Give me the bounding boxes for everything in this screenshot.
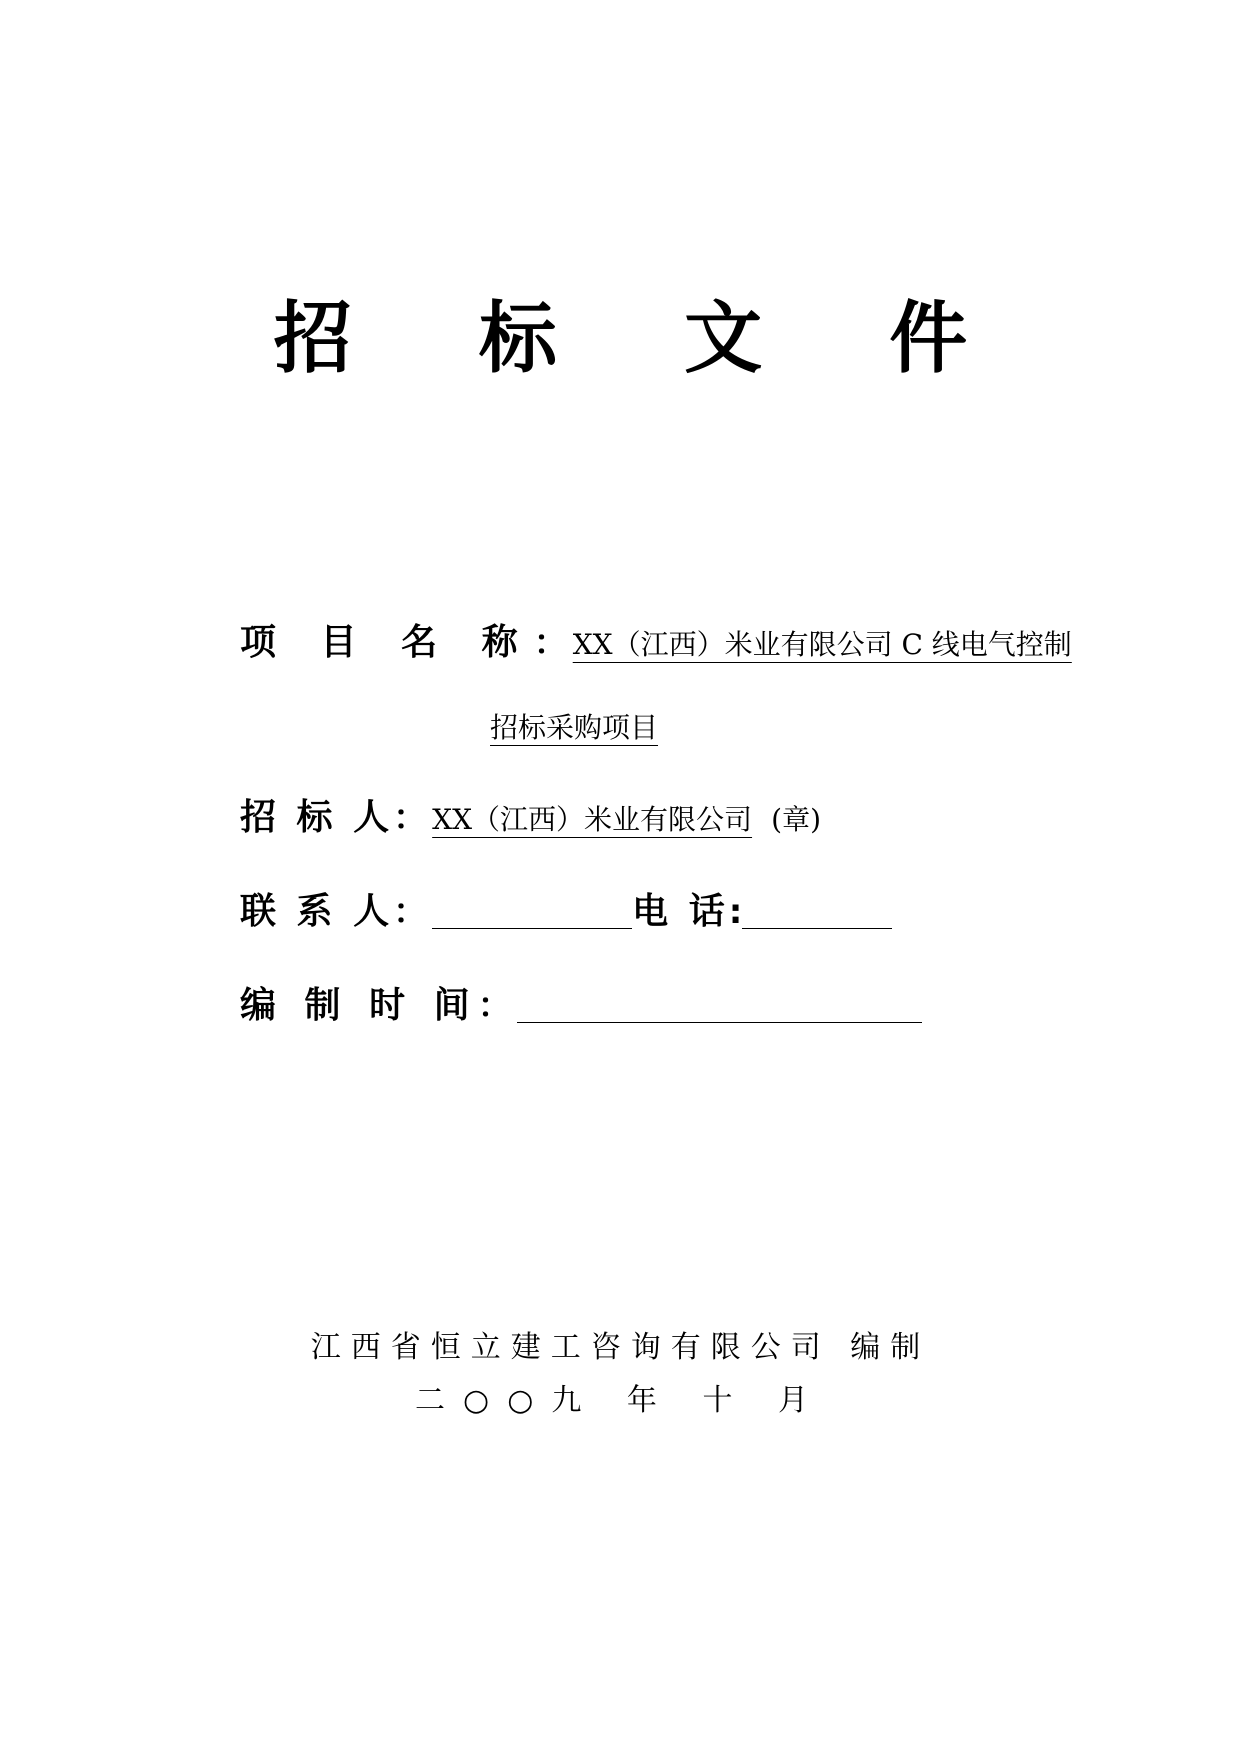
contact-label: 联 系 人 — [240, 891, 394, 932]
project-name-label: 项 目 名 称 — [240, 622, 534, 663]
tenderer-value: XX（江西）米业有限公司 — [432, 803, 753, 836]
contact-blank-line — [432, 898, 632, 929]
tenderer-stamp: (章) — [771, 803, 821, 836]
project-name-row-continued — [490, 711, 659, 744]
document-title: 招 标 文 件 — [273, 294, 1018, 384]
phone-colon: : — [728, 892, 743, 932]
compile-time-colon: ： — [477, 986, 512, 1026]
compile-time-row — [240, 985, 922, 1026]
tenderer-row — [240, 797, 821, 838]
contact-row — [240, 891, 892, 932]
compiler-line: 江西省恒立建工咨询有限公司 编制 — [310, 1330, 931, 1365]
compile-time-blank-line — [517, 992, 922, 1023]
tenderer-colon: ： — [393, 798, 428, 838]
compile-date-line: 二○○九 年 十 月 — [415, 1383, 826, 1418]
project-name-row — [240, 622, 1072, 663]
phone-label: 电 话 — [632, 891, 729, 932]
compile-time-label: 编 制 时 间 — [240, 985, 478, 1026]
project-name-value-line1: XX（江西）米业有限公司 C 线电气控制 — [572, 628, 1072, 661]
contact-colon: ： — [393, 892, 428, 932]
project-name-value-line2: 招标采购项目 — [490, 711, 659, 744]
phone-blank-line — [742, 898, 892, 929]
project-name-colon: ： — [533, 623, 568, 663]
tenderer-label: 招 标 人 — [240, 797, 394, 838]
